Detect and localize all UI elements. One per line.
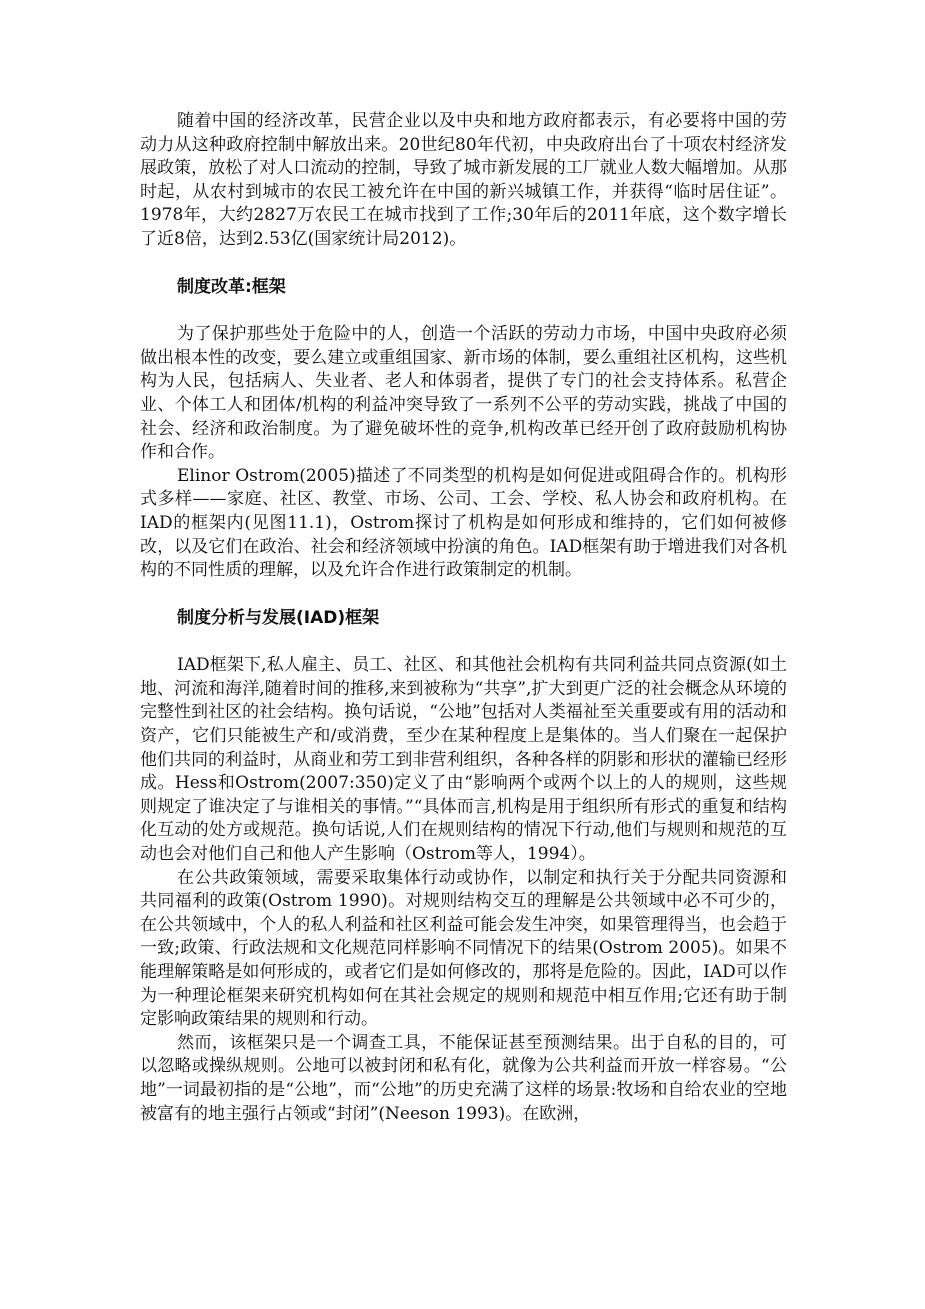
paragraph: 为了保护那些处于危险中的人，创造一个活跃的劳动力市场，中国中央政府必须做出根本性的改变，要么建立或重组国家、新市场的体制，要么重组社区机构，这些机构为人民，包括病人、失业者、老人和体弱者，提供了专门的社会支持体系。私营企业、个体工人和团体/机构的利益冲突导致了一系列不公平的劳动实践，挑战了中国的社会、经济和政治制度。为了避免破坏性的竞争,机构改革已经开创了政府鼓励机构协作和合作。 bbox=[140, 324, 787, 463]
paragraph: IAD框架下,私人雇主、员工、社区、和其他社会机构有共同利益共同点资源(如土地、河流和海洋,随着时间的推移,来到被称为“共享”,扩大到更广泛的社会概念从环境的完整性到社区的社会结构。换句话说，“公地”包括对人类福祉至关重要或有用的活动和资产，它们只能被生产和/或消费，至少在某种程度上是集体的。当人们聚在一起保护他们共同的利益时，从商业和劳工到非营利组织，各种各样的阴影和形状的灌输已经形成。Hess和Ostrom(2007:350)定义了由“影响两个或两个以上的人的规则，这些规则规定了谁决定了与谁相关的事情。”“具体而言,机构是用于组织所有形式的重复和结构化互动的处方或规范。换句话说,人们在规则结构的情况下行动,他们与规则和规范的互动也会对他们自己和他人产生影响（Ostrom等人，1994）。 bbox=[140, 655, 787, 865]
intro-paragraph: 随着中国的经济改革，民营企业以及中央和地方政府都表示，有必要将中国的劳动力从这种政府控制中解放出来。20世纪80年代初，中央政府出台了十项农村经济发展政策，放松了对人口流动的控制，导致了城市新发展的工厂就业人数大幅增加。从那时起，从农村到城市的农民工被允许在中国的新兴城镇工作，并获得“临时居住证”。1978年，大约2827万农民工在城市找到了工作;30年后的2011年底，这个数字增长了近8倍，达到2.53亿(国家统计局2012)。 bbox=[140, 111, 787, 249]
paragraph: 然而，该框架只是一个调查工具，不能保证甚至预测结果。出于自私的目的，可以忽略或操纵规则。公地可以被封闭和私有化，就像为公共利益而开放一样容易。“公地”一词最初指的是“公地”，而“公地”的历史充满了这样的场景:牧场和自给农业的空地被富有的地主强行占领或“封闭”(Neeson 1993)。在欧洲， bbox=[140, 1032, 787, 1124]
paragraph: 在公共政策领域，需要采取集体行动或协作，以制定和执行关于分配共同资源和共同福利的政策(Ostrom 1990)。对规则结构交互的理解是公共领域中必不可少的，在公共领域中，个人的私人利益和社区利益可能会发生冲突，如果管理得当，也会趋于一致;政策、行政法规和文化规范同样影响不同情况下的结果(Ostrom 2005)。如果不能理解策略是如何形成的，或者它们是如何修改的，那将是危险的。因此，IAD可以作为一种理论框架来研究机构如何在其社会规定的规则和规范中相互作用;它还有助于制定影响政策结果的规则和行动。 bbox=[140, 867, 787, 1030]
document-page bbox=[140, 110, 787, 1126]
paragraph: Elinor Ostrom(2005)描述了不同类型的机构是如何促进或阻碍合作的。机构形式多样——家庭、社区、教堂、市场、公司、工会、学校、私人协会和政府机构。在IAD的框架内(见图11.1)，Ostrom探讨了机构是如何形成和维持的，它们如何被修改，以及它们在政治、社会和经济领域中扮演的角色。IAD框架有助于增进我们对各机构的不同性质的理解，以及允许合作进行政策制定的机制。 bbox=[140, 465, 787, 581]
section-heading-iad-framework: 制度分析与发展(IAD)框架 bbox=[177, 607, 380, 628]
section-heading-institutional-reform: 制度改革:框架 bbox=[177, 276, 286, 297]
